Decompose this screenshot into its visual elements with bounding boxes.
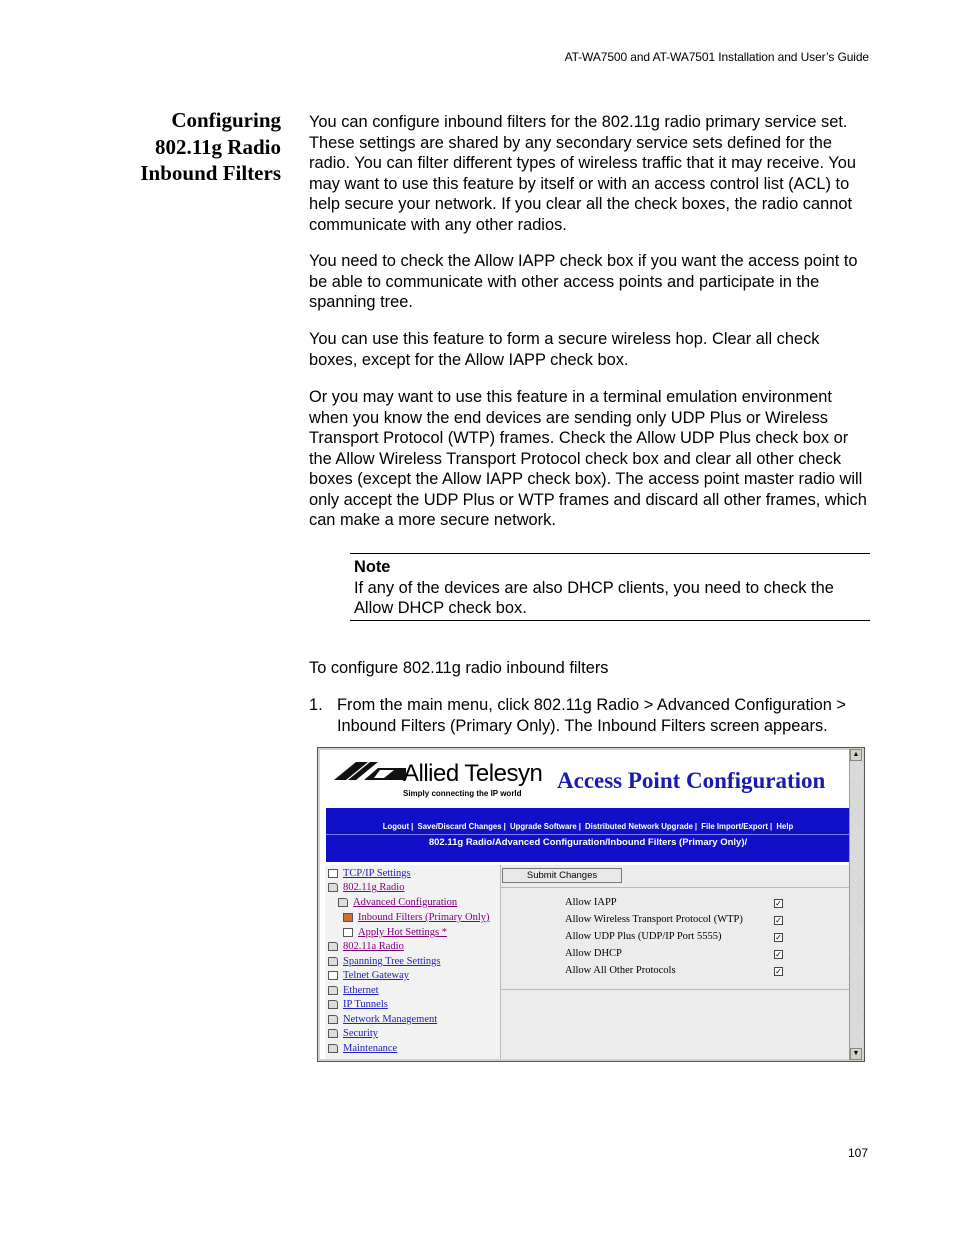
nav-file-import-export[interactable]: File Import/Export <box>701 822 768 831</box>
filters-panel <box>501 865 850 1059</box>
scroll-up-icon[interactable]: ▲ <box>850 749 862 761</box>
checkbox-allow-udp-plus[interactable]: ✓ <box>775 933 782 942</box>
paragraph-text: You need to check the Allow IAPP check box if you want the access point to be able to communicate with other access points and participate in the spanning tree. <box>309 252 858 311</box>
folder-icon <box>328 1044 338 1053</box>
document-icon <box>343 928 353 937</box>
paragraph-text: You can configure inbound filters for the 802.11g radio primary service set. These settings are shared by any secondary service sets defined for the radio. You can filter different types of wireless traffic that it may receive. You may want to use this feature by itself or with an access control list (ACL) to help secure your network. If you clear all the check boxes, the radio cannot communicate with any other radios. <box>309 113 856 234</box>
breadcrumb: 802.11g Radio/Advanced Configuration/Inbound Filters (Primary Only)/ <box>428 837 748 848</box>
tree-item-tcpip[interactable] <box>328 867 411 880</box>
step-text: From the main menu, click 802.11g Radio > Advanced Configuration > Inbound Filters (Primary Only). The Inbound Filters screen appears. <box>337 696 847 735</box>
nav-distributed-upgrade[interactable]: Distributed Network Upgrade <box>585 822 693 831</box>
page-number: 107 <box>847 1146 868 1160</box>
note-text: If any of the devices are also DHCP clients, you need to check the Allow DHCP check box. <box>354 578 834 617</box>
nav-separator: | <box>503 822 506 831</box>
app-title: Access Point Configuration <box>557 768 826 793</box>
tree-item-80211g[interactable] <box>328 881 404 894</box>
tree-item-telnet-gateway[interactable] <box>328 969 409 982</box>
checkbox-allow-dhcp[interactable]: ✓ <box>775 950 782 959</box>
paragraph <box>309 329 871 370</box>
brand-tagline: Simply connecting the IP world <box>403 789 522 798</box>
paragraph <box>309 112 871 235</box>
open-folder-icon <box>338 898 348 907</box>
filter-label-iapp: Allow IAPP <box>565 897 617 908</box>
running-header: AT-WA7500 and AT-WA7501 Installation and User’s Guide <box>564 50 869 64</box>
checkbox-allow-other[interactable]: ✓ <box>775 967 782 976</box>
tree-link[interactable]: TCP/IP Settings <box>343 868 411 879</box>
tree-link[interactable]: Apply Hot Settings * <box>358 927 447 938</box>
divider <box>501 989 850 990</box>
top-nav-links <box>326 820 850 834</box>
tree-item-ip-tunnels[interactable] <box>328 998 388 1011</box>
paragraph-text: Or you may want to use this feature in a terminal emulation environment when you know the end devices are sending only UDP Plus or Wireless Transport Protocol (WTP) frames. Check the Allow UDP Plus check box or the Allow Wireless Transport Protocol check box and clear all other check boxes (except the Allow IAPP check box). The access point master radio will only accept the UDP Plus or WTP frames and discard all other frames, which can make a more secure network. <box>309 388 867 529</box>
folder-icon <box>328 957 338 966</box>
tree-link[interactable]: 802.11g Radio <box>343 882 405 893</box>
document-icon <box>328 869 338 878</box>
tree-link[interactable]: Network Management <box>343 1014 438 1025</box>
checkbox-allow-iapp[interactable]: ✓ <box>775 899 782 908</box>
divider <box>501 887 850 888</box>
tree-item-security[interactable] <box>328 1027 378 1040</box>
note-title: Note <box>354 558 391 576</box>
step-number: 1. <box>309 696 323 714</box>
folder-icon <box>328 1000 338 1009</box>
folder-icon <box>328 986 338 995</box>
nav-separator: | <box>411 822 414 831</box>
nav-help[interactable]: Help <box>776 822 794 831</box>
folder-icon <box>328 1029 338 1038</box>
vertical-scrollbar[interactable] <box>849 749 863 1060</box>
tree-link[interactable]: Spanning Tree Settings <box>343 956 441 967</box>
folder-icon <box>328 942 338 951</box>
scroll-down-icon[interactable]: ▼ <box>850 1048 862 1060</box>
paragraph-text: You can use this feature to form a secure wireless hop. Clear all check boxes, except for the Allow IAPP check box. <box>309 330 820 369</box>
inbound-filters-screenshot <box>317 747 865 1062</box>
nav-save-discard[interactable]: Save/Discard Changes <box>417 822 502 831</box>
open-folder-icon <box>328 883 338 892</box>
section-title: Configuring 802.11g Radio Inbound Filters <box>140 108 281 185</box>
tree-item-spanning-tree[interactable] <box>328 955 440 968</box>
tree-item-ethernet[interactable] <box>328 984 379 997</box>
tree-item-advanced-config[interactable] <box>338 896 457 909</box>
document-icon <box>328 971 338 980</box>
tree-link[interactable]: Inbound Filters (Primary Only) <box>358 912 490 923</box>
tree-link[interactable]: Security <box>343 1028 378 1039</box>
top-nav-bar <box>326 808 850 862</box>
nav-logout[interactable]: Logout <box>382 822 410 831</box>
filter-label-dhcp: Allow DHCP <box>565 948 622 959</box>
nav-divider <box>326 834 850 835</box>
tree-item-80211a[interactable] <box>328 940 404 953</box>
tree-item-inbound-filters[interactable] <box>343 911 490 924</box>
allied-telesyn-logo <box>334 760 406 787</box>
tree-link[interactable]: 802.11a Radio <box>343 941 404 952</box>
filter-label-udp-plus: Allow UDP Plus (UDP/IP Port 5555) <box>565 931 722 942</box>
selected-page-icon <box>343 913 353 922</box>
submit-changes-button[interactable]: Submit Changes <box>502 868 622 883</box>
tree-link[interactable]: Advanced Configuration <box>353 897 458 908</box>
nav-separator: | <box>694 822 698 831</box>
tree-link[interactable]: Telnet Gateway <box>343 970 410 981</box>
filter-label-wtp: Allow Wireless Transport Protocol (WTP) <box>565 914 743 925</box>
sidebar-tree <box>325 865 501 1059</box>
paragraph <box>309 387 871 531</box>
filter-label-other: Allow All Other Protocols <box>565 965 676 976</box>
paragraph <box>309 251 871 313</box>
folder-icon <box>328 1015 338 1024</box>
nav-separator: | <box>770 822 773 831</box>
tree-item-apply-hot-settings[interactable] <box>343 926 447 939</box>
nav-upgrade-software[interactable]: Upgrade Software <box>509 822 577 831</box>
browser-viewport <box>320 750 850 1059</box>
checkbox-allow-wtp[interactable]: ✓ <box>775 916 782 925</box>
tree-link[interactable]: Maintenance <box>343 1043 398 1054</box>
tree-link[interactable]: Ethernet <box>343 985 379 996</box>
nav-separator: | <box>578 822 581 831</box>
tree-item-maintenance[interactable] <box>328 1042 397 1055</box>
note-box <box>350 553 870 621</box>
procedure-intro: To configure 802.11g radio inbound filters <box>309 659 609 677</box>
tree-item-network-management[interactable] <box>328 1013 437 1026</box>
brand-name: Allied Telesyn <box>403 760 543 787</box>
tree-link[interactable]: IP Tunnels <box>343 999 388 1010</box>
allied-telesyn-logo-mark <box>334 760 406 782</box>
